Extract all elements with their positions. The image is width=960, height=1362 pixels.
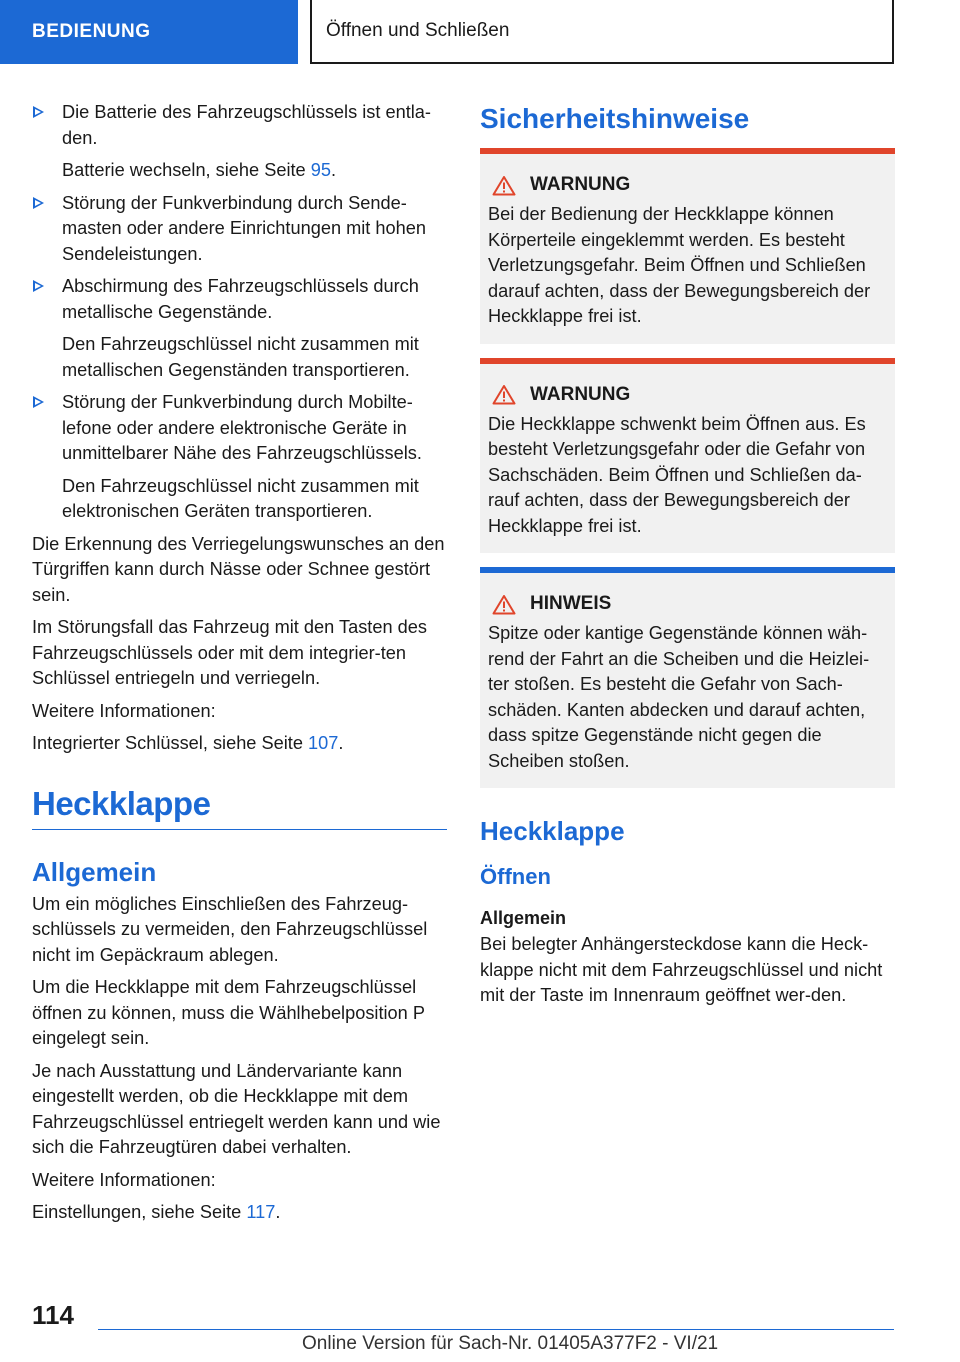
triangle-bullet-icon xyxy=(33,396,44,408)
warning-text: Bei der Bedienung der Heckklappe können Körperteile eingeklemmt werden. Es besteht Verletzungsgefahr. Beim Öffnen und Schließen darauf achten, dass der Bewegungsbereich der Heckklappe frei ist. xyxy=(488,204,871,326)
paragraph: Bei belegter Anhängersteckdose kann die Heck-klappe nicht mit dem Fahrzeugschlüssel und nicht mit der Taste im Innenraum geöffnet wer-den. xyxy=(480,934,883,1005)
chapter-title: Öffnen und Schließen xyxy=(310,0,894,64)
page-number: 114 xyxy=(32,1300,74,1330)
subsection-heading: Allgemein xyxy=(32,856,157,887)
bullet-list xyxy=(32,100,447,525)
paragraph: Im Störungsfall das Fahrzeug mit den Tasten des Fahrzeugschlüssels oder mit dem integrier-ten Schlüssel entriegeln und verriegeln. xyxy=(32,617,427,688)
left-column xyxy=(32,100,447,1233)
safety-heading: Sicherheitshinweise xyxy=(480,103,750,134)
warning-label: WARNUNG xyxy=(530,174,631,195)
warning-triangle-icon xyxy=(492,175,516,196)
list-item: Abschirmung des Fahrzeugschlüssels durch metallische Gegenstände. xyxy=(32,274,447,325)
list-item-note: Den Fahrzeugschlüssel nicht zusammen mit elektronischen Geräten transportieren. xyxy=(62,475,419,521)
warning-box xyxy=(480,148,895,344)
section-heading: Heckklappe xyxy=(480,816,625,846)
page-link[interactable]: 107 xyxy=(307,733,339,753)
warning-box xyxy=(480,358,895,554)
footer-divider xyxy=(98,1329,894,1330)
page-link[interactable]: 95 xyxy=(310,160,331,180)
list-item-note: Batterie wechseln, siehe Seite 95. xyxy=(62,160,336,180)
paragraph: Um ein mögliches Einschließen des Fahrzeug-schlüssels zu vermeiden, den Fahrzeugschlüssel nicht im Gepäckraum ablegen. xyxy=(32,893,428,965)
section-heading: Heckklappe xyxy=(32,783,447,830)
warning-triangle-icon xyxy=(492,384,516,405)
list-item: Störung der Funkverbindung durch Mobilte-lefone oder andere elektronische Geräte in unmittelbarer Nähe des Fahrzeugschlüssels. xyxy=(32,390,447,467)
minor-heading: Allgemein xyxy=(480,908,567,928)
right-column xyxy=(480,100,895,1016)
list-item-note: Den Fahrzeugschlüssel nicht zusammen mit metallischen Gegenständen transportieren. xyxy=(62,334,419,380)
list-item: Störung der Funkverbindung durch Sende-masten oder andere Einrichtungen mit hohen Sendeleistungen. xyxy=(32,191,447,268)
paragraph: Weitere Informationen: xyxy=(32,700,216,721)
triangle-bullet-icon xyxy=(33,197,44,209)
paragraph: Einstellungen, siehe Seite 117. xyxy=(32,1202,281,1222)
triangle-bullet-icon xyxy=(33,106,44,118)
hint-label: HINWEIS xyxy=(530,593,612,614)
hint-box xyxy=(480,567,895,788)
hint-text: Spitze oder kantige Gegenstände können wäh-rend der Fahrt an die Scheiben und die Heizlei-ter stoßen. Es besteht die Gefahr von Sach-schäden. Kanten abdecken und darauf achten, dass spitze Gegenstände nicht gegen die Scheiben stoßen. xyxy=(488,623,870,771)
footer-text: Online Version für Sach-Nr. 01405A377F2 - VI/21 xyxy=(302,1333,719,1354)
paragraph: Integrierter Schlüssel, siehe Seite 107. xyxy=(32,733,344,753)
paragraph: Um die Heckklappe mit dem Fahrzeugschlüssel öffnen zu können, muss die Wählhebelposition P eingelegt sein. xyxy=(32,977,425,1048)
warning-text: Die Heckklappe schwenkt beim Öffnen aus. Es besteht Verletzungsgefahr oder die Gefahr von Sachschäden. Beim Öffnen und Schließen da-rauf achten, dass der Bewegungsbereich der Heckklappe frei ist. xyxy=(488,413,866,536)
section-label: BEDIENUNG xyxy=(0,0,298,64)
subsection-heading: Öffnen xyxy=(480,864,551,889)
warning-triangle-icon xyxy=(492,594,516,615)
warning-label: WARNUNG xyxy=(530,383,631,405)
list-item: Die Batterie des Fahrzeugschlüssels ist entla-den. xyxy=(32,100,447,151)
paragraph: Je nach Ausstattung und Ländervariante kann eingestellt werden, ob die Heckklappe mit dem Fahrzeugschlüssel entriegelt werden kann und wie sich die Fahrzeugtüren dabei verhalten. xyxy=(32,1060,441,1157)
paragraph: Weitere Informationen: xyxy=(32,1169,216,1190)
triangle-bullet-icon xyxy=(33,280,44,292)
page-link[interactable]: 117 xyxy=(246,1202,276,1222)
paragraph: Die Erkennung des Verriegelungswunsches an den Türgriffen kann durch Nässe oder Schnee gestört sein. xyxy=(32,533,445,605)
